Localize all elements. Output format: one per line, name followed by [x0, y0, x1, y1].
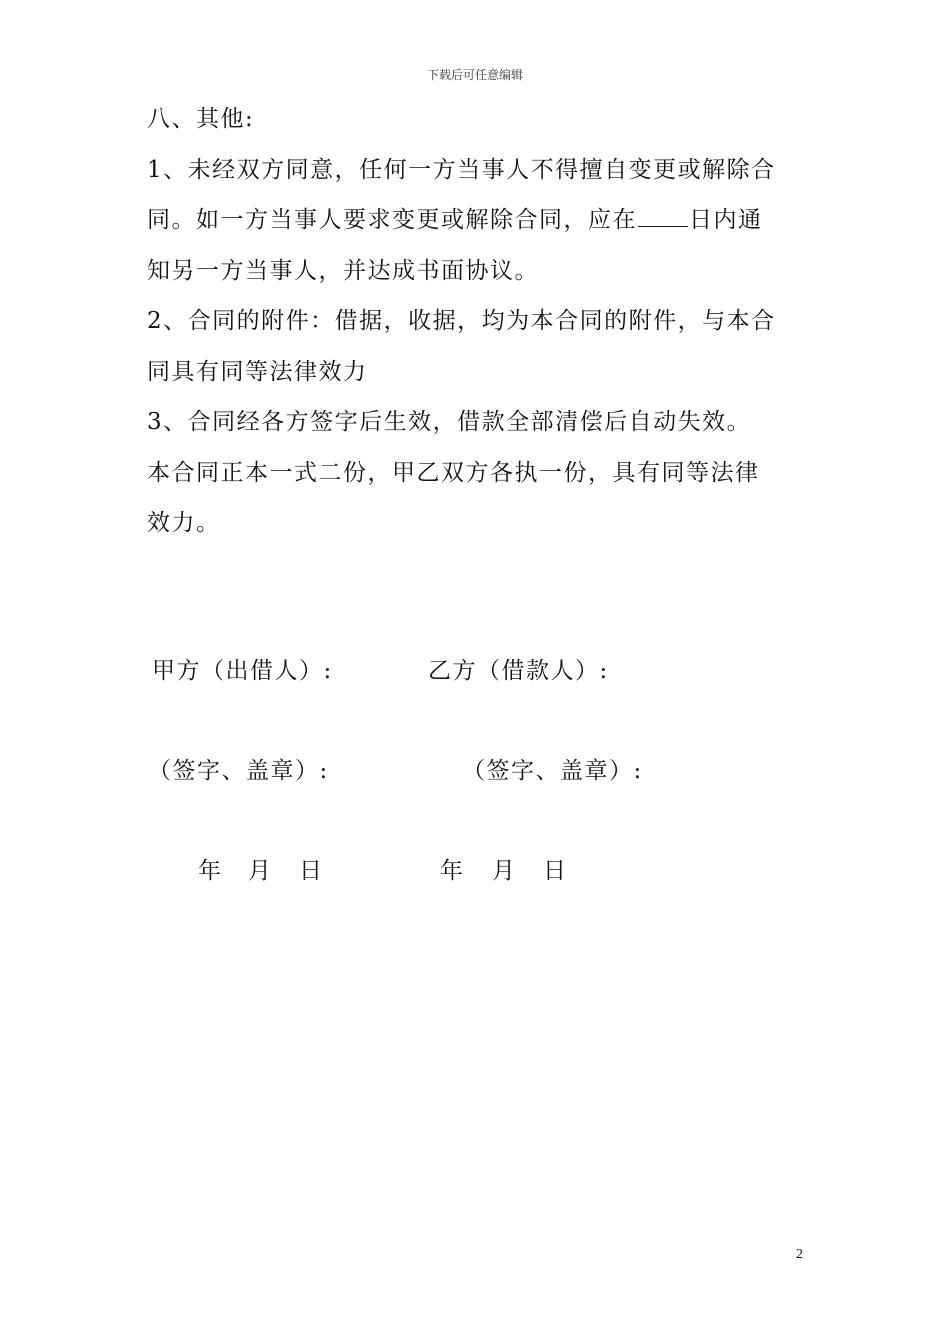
party-a-sign-label: （签字、盖章）: — [148, 758, 329, 784]
closing-line-2: 效力。 — [147, 510, 221, 536]
party-a-date-year: 年 — [198, 858, 221, 884]
party-a-date-month: 月 — [248, 858, 271, 884]
party-b-date-day: 日 — [543, 858, 566, 884]
party-a-label: 甲方（出借人）: — [152, 658, 333, 684]
party-a-date-day: 日 — [299, 858, 322, 884]
clause-3-line-1: 3、合同经各方签字后生效，借款全部清偿后自动失效。 — [147, 409, 752, 435]
clause-1-line-1: 1、未经双方同意，任何一方当事人不得擅自变更或解除合 — [147, 156, 776, 183]
contract-body — [147, 94, 807, 549]
clause-1-line-3: 知另一方当事人，并达成书面协议。 — [147, 257, 539, 284]
clause-1-line-2-before: 同。如一方当事人要求变更或解除合同，应在 — [147, 207, 637, 233]
party-b-label: 乙方（借款人）: — [428, 658, 609, 684]
clause-1-line-2-after: 日内通 — [689, 207, 763, 233]
party-b-date-month: 月 — [492, 858, 515, 884]
page-number: 2 — [796, 1247, 803, 1262]
page-header-note: 下载后可任意编辑 — [426, 68, 523, 82]
section-title: 八、其他: — [147, 106, 255, 132]
clause-1-line-2 — [147, 195, 807, 246]
party-b-date-year: 年 — [440, 858, 463, 884]
days-blank — [638, 206, 688, 227]
closing-line-1: 本合同正本一式二份，甲乙双方各执一份，具有同等法律 — [147, 459, 760, 486]
clause-2-line-1: 2、合同的附件：借据，收据，均为本合同的附件，与本合 — [147, 308, 776, 334]
party-b-sign-label: （签字、盖章）: — [462, 758, 643, 784]
clause-2-line-2: 同具有同等法律效力 — [147, 358, 368, 385]
